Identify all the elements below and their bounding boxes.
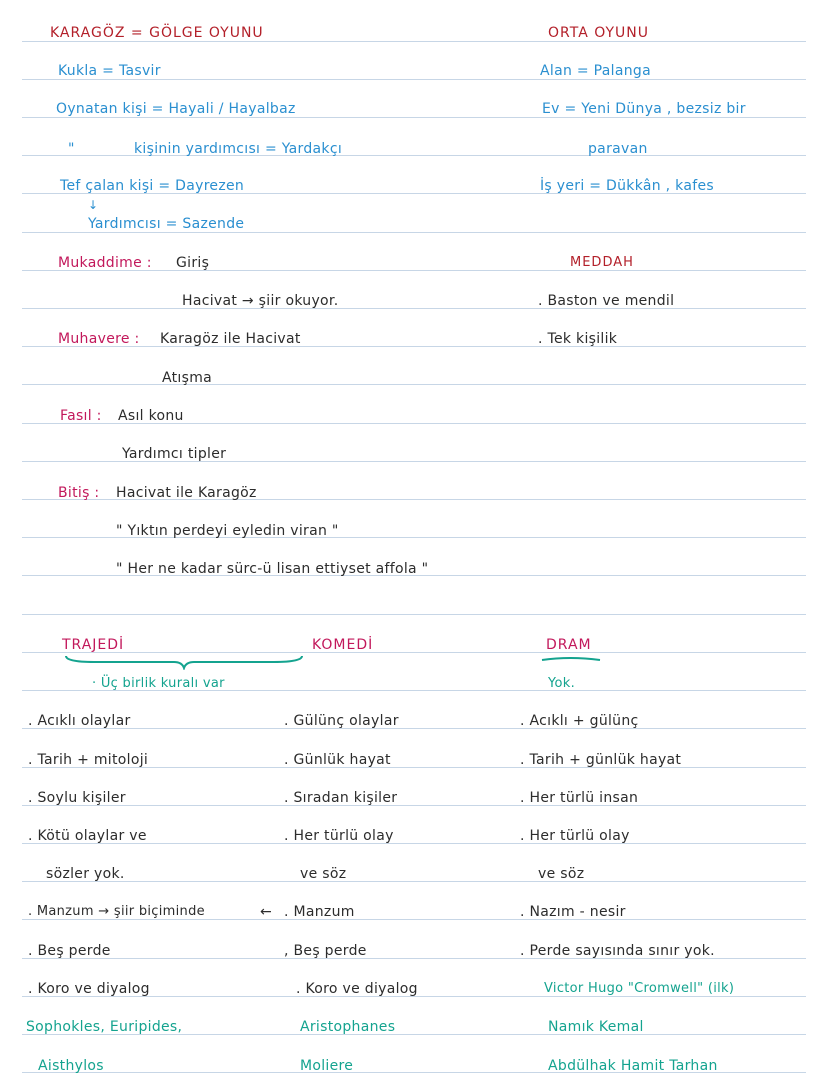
- dram-item: . Perde sayısında sınır yok.: [520, 943, 715, 959]
- trajedi-item: sözler yok.: [46, 866, 125, 882]
- trajedi-item: . Tarih + mitoloji: [28, 752, 149, 768]
- trajedi-item: . Acıklı olaylar: [28, 713, 131, 729]
- yardimci-line: kişinin yardımcısı = Yardakçı: [134, 141, 343, 157]
- trajedi-heading: TRAJEDİ: [62, 637, 125, 653]
- bitis-value: Hacivat ile Karagöz: [116, 485, 257, 501]
- quote-2: " Her ne kadar sürc-ü lisan ettiyset affola ": [116, 561, 429, 577]
- trajedi-item: . Koro ve diyalog: [28, 981, 150, 997]
- down-arrow-icon: ↓: [88, 198, 99, 212]
- komedi-item: . Gülünç olaylar: [284, 713, 399, 729]
- ditto-mark: ": [68, 141, 75, 157]
- fasil-label: Fasıl :: [60, 408, 102, 424]
- trajedi-item: . Kötü olaylar ve: [28, 828, 147, 844]
- oynatan-line: Oynatan kişi = Hayali / Hayalbaz: [56, 101, 296, 117]
- karagoz-title: KARAGÖZ = GÖLGE OYUNU: [50, 25, 264, 41]
- meddah-title: MEDDAH: [570, 255, 634, 270]
- dram-heading: DRAM: [546, 637, 592, 653]
- rule-line: [22, 805, 806, 806]
- dram-authors-1: Victor Hugo "Cromwell" (ilk): [544, 981, 735, 996]
- komedi-item: . Manzum: [284, 904, 355, 920]
- bitis-label: Bitiş :: [58, 485, 100, 501]
- komedi-heading: KOMEDİ: [312, 637, 374, 653]
- komedi-item: ve söz: [300, 866, 347, 882]
- isyeri-line: İş yeri = Dükkân , kafes: [540, 178, 714, 194]
- dram-item: ve söz: [538, 866, 585, 882]
- dram-item: . Tarih + günlük hayat: [520, 752, 682, 768]
- meddah-item-1: . Baston ve mendil: [538, 293, 675, 309]
- rule-line: [22, 614, 806, 615]
- komedi-item: , Beş perde: [284, 943, 367, 959]
- dram-authors-3: Abdülhak Hamit Tarhan: [548, 1058, 718, 1074]
- dram-item: . Her türlü olay: [520, 828, 630, 844]
- mukaddime-label: Mukaddime :: [58, 255, 152, 271]
- quote-1: " Yıktın perdeyi eyledin viran ": [116, 523, 339, 539]
- trajedi-item: . Manzum → şiir biçiminde: [28, 904, 205, 919]
- rule-line: [22, 384, 806, 385]
- rule-line: [22, 652, 806, 653]
- komedi-item: . Günlük hayat: [284, 752, 391, 768]
- komedi-item: . Her türlü olay: [284, 828, 394, 844]
- left-arrow-icon: ←: [260, 904, 273, 920]
- dram-item: . Nazım - nesir: [520, 904, 626, 920]
- trajedi-authors-2: Aisthylos: [38, 1058, 104, 1074]
- alan-line: Alan = Palanga: [540, 63, 651, 79]
- trajedi-item: . Soylu kişiler: [28, 790, 126, 806]
- rule-line: [22, 728, 806, 729]
- fasil-value: Asıl konu: [118, 408, 184, 424]
- tef-yardimci-line: Yardımcısı = Sazende: [88, 216, 245, 232]
- ev-cont-line: paravan: [588, 141, 648, 157]
- mukaddime-detail: Hacivat → şiir okuyor.: [182, 293, 339, 309]
- trajedi-item: . Beş perde: [28, 943, 111, 959]
- meddah-item-2: . Tek kişilik: [538, 331, 618, 347]
- komedi-item: . Koro ve diyalog: [296, 981, 418, 997]
- komedi-authors-1: Aristophanes: [300, 1019, 396, 1035]
- rule-line: [22, 881, 806, 882]
- dram-underline: [540, 654, 602, 666]
- ev-line: Ev = Yeni Dünya , bezsiz bir: [542, 101, 746, 117]
- dram-note: Yok.: [548, 676, 576, 691]
- fasil-detail: Yardımcı tipler: [122, 446, 227, 462]
- komedi-authors-2: Moliere: [300, 1058, 354, 1074]
- dram-item: . Acıklı + gülünç: [520, 713, 639, 729]
- trajedi-authors-1: Sophokles, Euripides,: [26, 1019, 183, 1035]
- rule-line: [22, 346, 806, 347]
- dram-item: . Her türlü insan: [520, 790, 639, 806]
- muhavere-detail: Atışma: [162, 370, 213, 386]
- kukla-line: Kukla = Tasvir: [58, 63, 161, 79]
- trajedi-note: · Üç birlik kuralı var: [92, 676, 225, 691]
- mukaddime-value: Giriş: [176, 255, 210, 271]
- orta-oyunu-title: ORTA OYUNU: [548, 25, 649, 41]
- muhavere-label: Muhavere :: [58, 331, 140, 347]
- rule-line: [22, 308, 806, 309]
- muhavere-value: Karagöz ile Hacivat: [160, 331, 301, 347]
- tef-line: Tef çalan kişi = Dayrezen: [60, 178, 245, 194]
- komedi-item: . Sıradan kişiler: [284, 790, 398, 806]
- trajedi-brace: [64, 654, 304, 670]
- dram-authors-2: Namık Kemal: [548, 1019, 644, 1035]
